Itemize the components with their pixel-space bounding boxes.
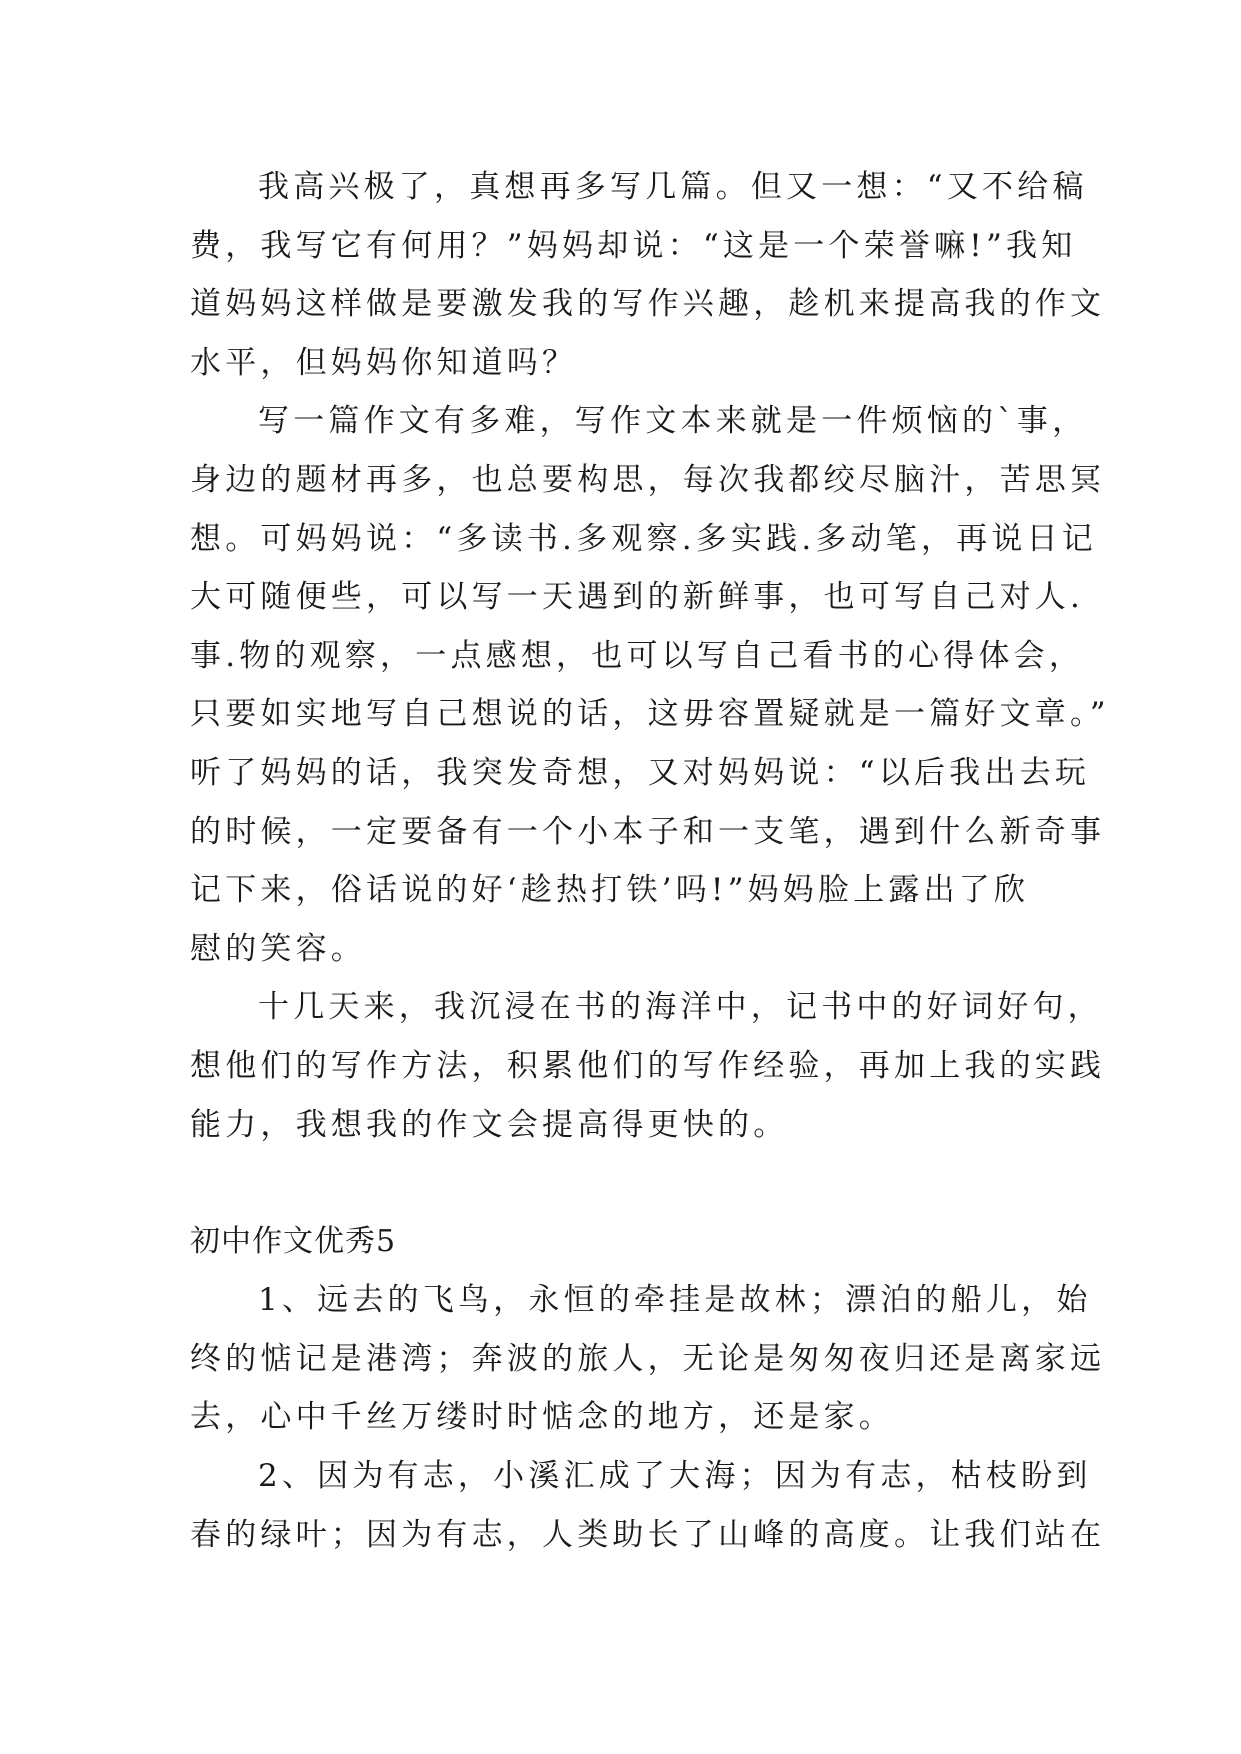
text-line: 费，我写它有何用？”妈妈却说：“这是一个荣誉嘛!”我知: [190, 227, 1077, 264]
text-line: 的时候，一定要备有一个小本子和一支笔，遇到什么新奇事: [190, 813, 1106, 850]
paragraph: [190, 1271, 1106, 1447]
text-line: 水平，但妈妈你知道吗？: [190, 344, 578, 381]
text-line: 能力，我想我的作文会提高得更快的。: [190, 1106, 789, 1143]
text-line: 终的惦记是港湾；奔波的旅人，无论是匆匆夜归还是离家远: [190, 1340, 1106, 1377]
paragraph: [190, 158, 1106, 392]
text-line: 2、因为有志，小溪汇成了大海；因为有志，枯枝盼到: [258, 1458, 1092, 1495]
text-line: 春的绿叶；因为有志，人类助长了山峰的高度。让我们站在: [190, 1516, 1106, 1553]
paragraph: [190, 392, 1110, 978]
text-line: 写一篇作文有多难，写作文本来就是一件烦恼的`事，: [258, 403, 1088, 440]
text-line: 慰的笑容。: [190, 930, 366, 967]
text-line: 去，心中千丝万缕时时惦念的地方，还是家。: [190, 1399, 894, 1436]
text-line: 十几天来，我沉浸在书的海洋中，记书中的好词好句，: [258, 989, 1103, 1026]
text-line: 记下来，俗话说的好‘趁热打铁’吗!”妈妈脸上露出了欣: [190, 872, 1030, 909]
text-line: 1、远去的飞鸟，永恒的牵挂是故林；漂泊的船儿，始: [258, 1282, 1092, 1319]
text-line: 道妈妈这样做是要激发我的写作兴趣，趁机来提高我的作文: [190, 286, 1106, 323]
text-line: 想他们的写作方法，积累他们的写作经验，再加上我的实践: [190, 1047, 1106, 1084]
blank-line: [190, 1154, 1050, 1213]
paragraph: [190, 978, 1106, 1154]
text-line: 大可随便些，可以写一天遇到的新鲜事，也可写自己对人.: [190, 579, 1085, 616]
section-heading: 初中作文优秀5: [190, 1223, 397, 1259]
document-body: [190, 158, 1110, 1564]
text-line: 只要如实地写自己想说的话，这毋容置疑就是一篇好文章。”: [190, 696, 1110, 733]
text-line: 想。可妈妈说：“多读书.多观察.多实践.多动笔，再说日记: [190, 520, 1098, 557]
text-line: 听了妈妈的话，我突发奇想，又对妈妈说：“以后我出去玩: [190, 754, 1091, 791]
paragraph: [190, 1447, 1106, 1564]
text-line: 我高兴极了，真想再多写几篇。但又一想：“又不给稿: [258, 169, 1088, 205]
text-line: 身边的题材再多，也总要构思，每次我都绞尽脑汁，苦思冥: [190, 461, 1106, 498]
text-line: 事.物的观察，一点感想，也可以写自己看书的心得体会，: [190, 637, 1085, 674]
